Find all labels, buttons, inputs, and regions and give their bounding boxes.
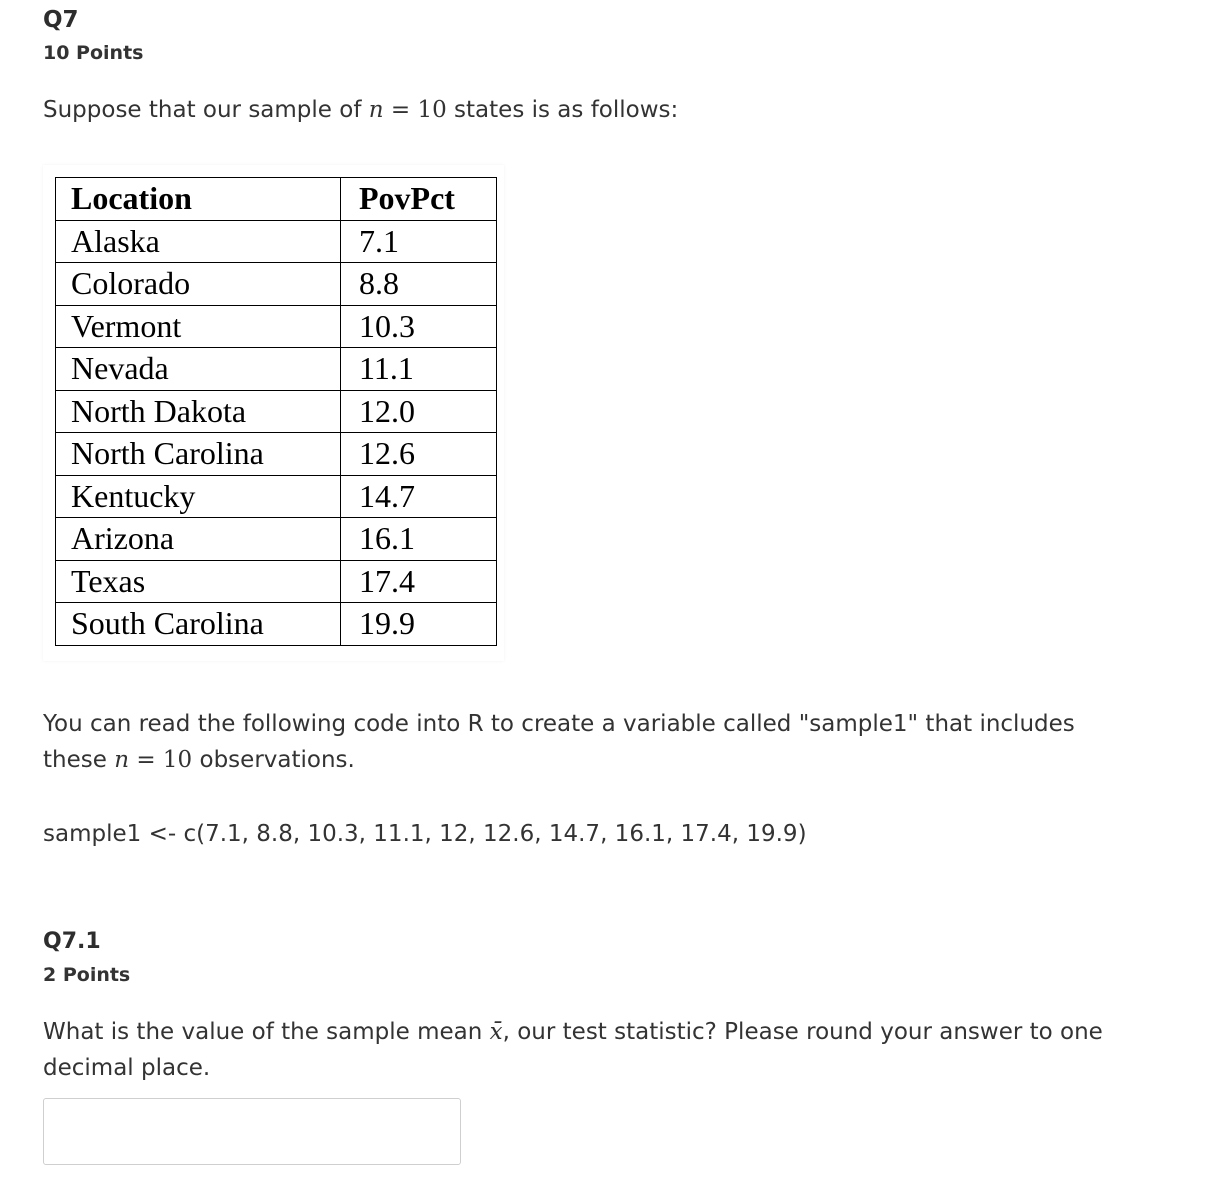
subquestion-title: Q7.1 (43, 929, 101, 954)
poverty-table (55, 177, 497, 646)
cell-povpct: 12.0 (341, 390, 497, 433)
cell-povpct: 10.3 (341, 305, 497, 348)
cell-location: Vermont (56, 305, 341, 348)
cell-povpct: 7.1 (341, 220, 497, 263)
cell-location: North Dakota (56, 390, 341, 433)
cell-location: Alaska (56, 220, 341, 263)
cell-location: Arizona (56, 518, 341, 561)
cell-povpct: 19.9 (341, 603, 497, 646)
question-intro (43, 92, 1143, 128)
table-row (56, 603, 497, 646)
table-row (56, 305, 497, 348)
cell-povpct: 17.4 (341, 560, 497, 603)
code-intro-math-var: n (114, 747, 130, 773)
question-title: Q7 (43, 7, 79, 33)
prompt-text-before: What is the value of the sample mean (43, 1019, 490, 1045)
cell-povpct: 16.1 (341, 518, 497, 561)
cell-location: South Carolina (56, 603, 341, 646)
table-row (56, 518, 497, 561)
table-row (56, 390, 497, 433)
question-points: 10 Points (43, 42, 144, 64)
table-row (56, 348, 497, 391)
cell-location: Colorado (56, 263, 341, 306)
table-row (56, 263, 497, 306)
r-code-line: sample1 <- c(7.1, 8.8, 10.3, 11.1, 12, 12.6, 14.7, 16.1, 17.4, 19.9) (43, 821, 807, 847)
subquestion-points: 2 Points (43, 964, 131, 986)
code-intro-math-rest: = 10 (129, 747, 193, 773)
table-row (56, 433, 497, 476)
cell-location: Nevada (56, 348, 341, 391)
code-intro-text-after: observations. (192, 747, 355, 773)
subquestion-prompt (43, 1014, 1103, 1086)
table-header-row (56, 178, 497, 221)
intro-text-after: states is as follows: (446, 97, 679, 123)
sample-mean-symbol: x̄ (489, 1019, 503, 1045)
cell-povpct: 11.1 (341, 348, 497, 391)
answer-input[interactable] (43, 1098, 461, 1165)
cell-povpct: 8.8 (341, 263, 497, 306)
intro-math-rest: = 10 (383, 97, 447, 123)
cell-povpct: 12.6 (341, 433, 497, 476)
cell-location: Kentucky (56, 475, 341, 518)
table-row (56, 560, 497, 603)
prompt-text-after: , our test statistic? Please round your answer to one decimal place. (43, 1019, 1103, 1081)
data-table-image (43, 165, 504, 661)
table-row (56, 220, 497, 263)
code-intro-math (114, 747, 192, 773)
cell-location: Texas (56, 560, 341, 603)
cell-location: North Carolina (56, 433, 341, 476)
cell-povpct: 14.7 (341, 475, 497, 518)
code-intro-text-before: You can read the following code into R to create a variable called "sample1" that includes these (43, 711, 1075, 773)
intro-math (369, 97, 447, 123)
header-povpct: PovPct (341, 178, 497, 221)
header-location: Location (56, 178, 341, 221)
intro-text-before: Suppose that our sample of (43, 97, 369, 123)
code-intro (43, 706, 1143, 778)
table-row (56, 475, 497, 518)
intro-math-var: n (368, 97, 384, 123)
